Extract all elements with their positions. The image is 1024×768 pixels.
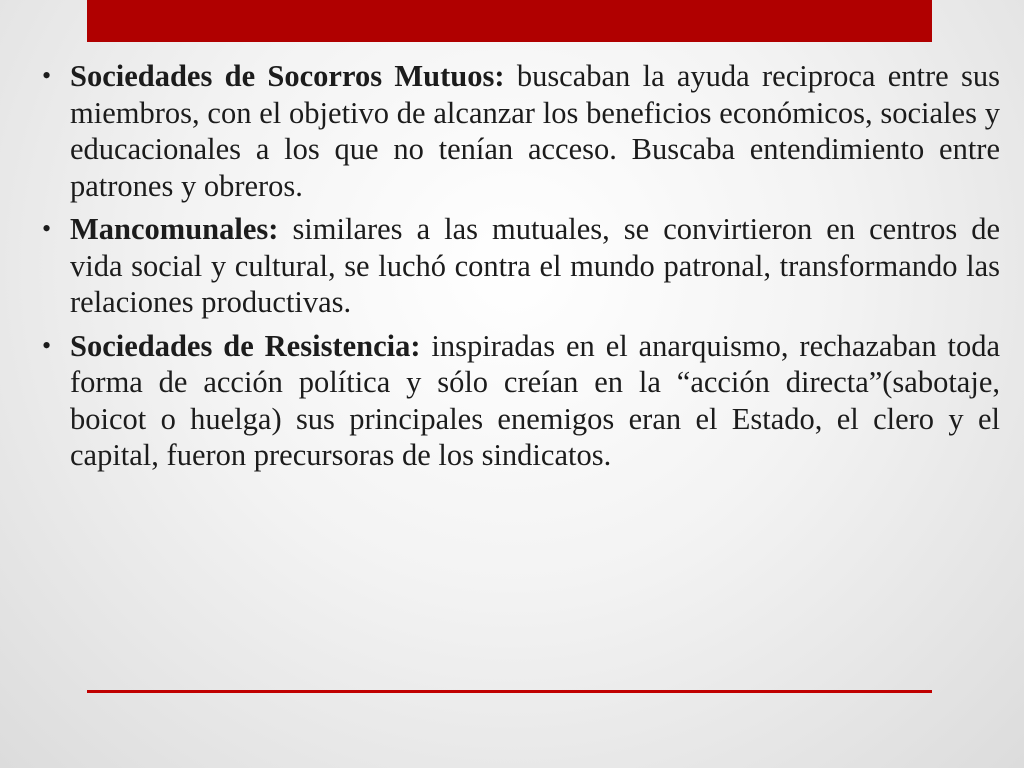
bullet-text: buscaban la ayuda reciproca entre sus miembros, con el objetivo de alcanzar los beneficios económicos, sociales y educacionales a los que no tenían acceso. Buscaba entendimiento entre patrones y obreros. [70,59,1000,203]
bullet-term: Sociedades de Resistencia: [70,328,432,363]
bullet-item-resistencia [42,328,1000,474]
bullet-item-socorros-mutuos [42,58,1000,204]
top-accent-bar [87,0,932,42]
slide-content [42,58,1000,481]
bullet-text: similares a las mutuales, se convirtieron en centros de vida social y cultural, se luchó contra el mundo patronal, transformando las relaciones productivas. [70,212,1000,319]
bullet-icon: • [42,214,52,243]
bottom-divider [87,690,932,693]
bullet-icon: • [42,61,52,90]
bullet-term: Mancomunales: [70,212,293,246]
bullet-list [42,58,1000,474]
bullet-item-mancomunales [42,211,1000,321]
bullet-text: inspiradas en el anarquismo, rechazaban toda forma de acción política y sólo creían en la “acción directa”(sabotaje, boicot o huelga) sus principales enemigos eran el Estado, el clero y el capital, fueron precursoras de los sindicatos. [70,328,1000,472]
bullet-term: Sociedades de Socorros Mutuos: [70,59,517,93]
bullet-icon: • [42,330,52,360]
